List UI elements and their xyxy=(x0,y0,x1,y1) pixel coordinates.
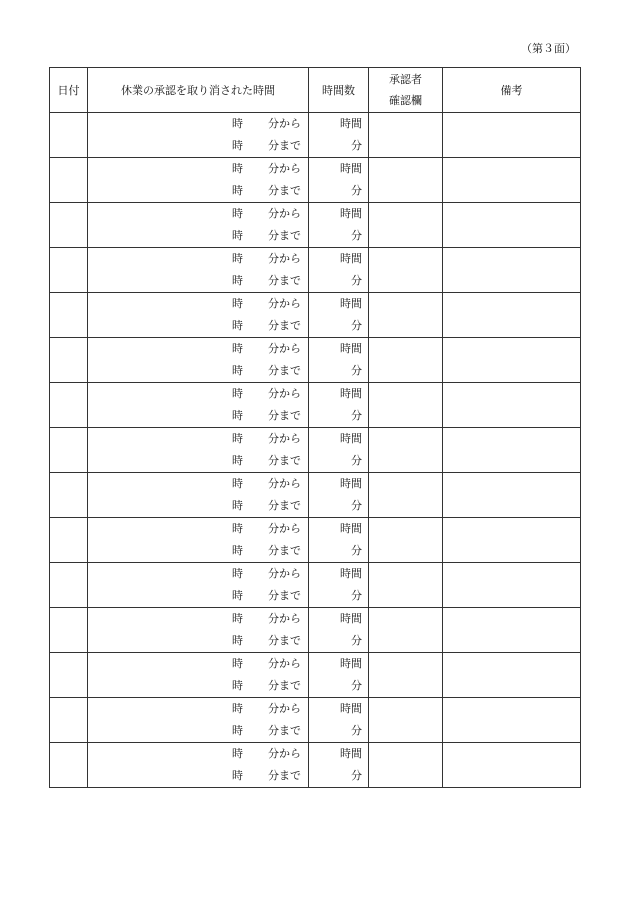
hours-unit-label: 時間 xyxy=(340,567,362,580)
table-row xyxy=(50,158,581,203)
leave-cancellation-table xyxy=(49,67,581,788)
hours-cell[interactable] xyxy=(309,248,369,293)
period-to-line xyxy=(88,450,308,472)
hours-unit-line xyxy=(309,338,368,360)
minute-from-label: 分から xyxy=(268,387,301,400)
hour-label: 時 xyxy=(232,342,243,355)
hours-unit-line xyxy=(309,518,368,540)
period-cell[interactable] xyxy=(88,608,309,653)
minute-from-label: 分から xyxy=(268,207,301,220)
hours-unit-line xyxy=(309,203,368,225)
remarks-cell[interactable] xyxy=(443,653,581,698)
period-to-line xyxy=(88,225,308,247)
period-to-line xyxy=(88,495,308,517)
hour-label: 時 xyxy=(232,477,243,490)
hours-unit-label: 時間 xyxy=(340,702,362,715)
hour-label: 時 xyxy=(232,432,243,445)
remarks-cell[interactable] xyxy=(443,338,581,383)
minute-to-label: 分まで xyxy=(268,634,301,647)
period-cell[interactable] xyxy=(88,248,309,293)
hour-label: 時 xyxy=(232,229,243,242)
hour-label: 時 xyxy=(232,522,243,535)
date-cell[interactable] xyxy=(50,518,88,563)
hour-label: 時 xyxy=(232,274,243,287)
minutes-unit-label: 分 xyxy=(351,634,362,647)
period-from-line xyxy=(88,338,308,360)
period-to-line xyxy=(88,315,308,337)
minutes-unit-line xyxy=(309,720,368,742)
period-to-line xyxy=(88,270,308,292)
minutes-unit-label: 分 xyxy=(351,544,362,557)
period-from-line xyxy=(88,608,308,630)
period-cell[interactable] xyxy=(88,698,309,743)
period-from-line xyxy=(88,428,308,450)
hours-unit-label: 時間 xyxy=(340,432,362,445)
remarks-cell[interactable] xyxy=(443,698,581,743)
period-cell[interactable] xyxy=(88,428,309,473)
remarks-cell[interactable] xyxy=(443,563,581,608)
hours-cell[interactable] xyxy=(309,383,369,428)
minute-from-label: 分から xyxy=(268,702,301,715)
header-hours: 時間数 xyxy=(309,68,369,113)
minute-to-label: 分まで xyxy=(268,229,301,242)
date-cell[interactable] xyxy=(50,428,88,473)
minute-to-label: 分まで xyxy=(268,589,301,602)
period-from-line xyxy=(88,473,308,495)
minute-to-label: 分まで xyxy=(268,724,301,737)
period-to-line xyxy=(88,585,308,607)
hour-label: 時 xyxy=(232,252,243,265)
minute-from-label: 分から xyxy=(268,432,301,445)
minutes-unit-line xyxy=(309,630,368,652)
hour-label: 時 xyxy=(232,297,243,310)
table-row xyxy=(50,698,581,743)
confirm-cell[interactable] xyxy=(369,743,443,788)
minute-from-label: 分から xyxy=(268,252,301,265)
table-row xyxy=(50,113,581,158)
hour-label: 時 xyxy=(232,657,243,670)
hours-unit-line xyxy=(309,608,368,630)
hours-unit-label: 時間 xyxy=(340,477,362,490)
minute-from-label: 分から xyxy=(268,567,301,580)
date-cell[interactable] xyxy=(50,383,88,428)
period-from-line xyxy=(88,698,308,720)
minute-from-label: 分から xyxy=(268,162,301,175)
period-to-line xyxy=(88,360,308,382)
period-to-line xyxy=(88,765,308,787)
remarks-cell[interactable] xyxy=(443,203,581,248)
hours-cell[interactable] xyxy=(309,203,369,248)
hours-unit-line xyxy=(309,158,368,180)
period-from-line xyxy=(88,743,308,765)
hours-unit-line xyxy=(309,113,368,135)
date-cell[interactable] xyxy=(50,473,88,518)
period-to-line xyxy=(88,405,308,427)
period-from-line xyxy=(88,383,308,405)
hours-cell[interactable] xyxy=(309,653,369,698)
confirm-cell[interactable] xyxy=(369,653,443,698)
table-row xyxy=(50,428,581,473)
table-row xyxy=(50,293,581,338)
period-cell[interactable] xyxy=(88,473,309,518)
period-to-line xyxy=(88,630,308,652)
hours-unit-label: 時間 xyxy=(340,612,362,625)
minutes-unit-label: 分 xyxy=(351,229,362,242)
table-row xyxy=(50,473,581,518)
remarks-cell[interactable] xyxy=(443,248,581,293)
minute-to-label: 分まで xyxy=(268,409,301,422)
period-cell[interactable] xyxy=(88,653,309,698)
date-cell[interactable] xyxy=(50,698,88,743)
confirm-cell[interactable] xyxy=(369,698,443,743)
minutes-unit-label: 分 xyxy=(351,274,362,287)
hours-unit-line xyxy=(309,383,368,405)
period-from-line xyxy=(88,113,308,135)
minute-to-label: 分まで xyxy=(268,184,301,197)
date-cell[interactable] xyxy=(50,608,88,653)
remarks-cell[interactable] xyxy=(443,473,581,518)
header-row xyxy=(50,68,581,113)
hours-unit-line xyxy=(309,653,368,675)
confirm-cell[interactable] xyxy=(369,473,443,518)
minutes-unit-label: 分 xyxy=(351,454,362,467)
confirm-cell[interactable] xyxy=(369,113,443,158)
period-to-line xyxy=(88,540,308,562)
hours-cell[interactable] xyxy=(309,293,369,338)
hours-cell[interactable] xyxy=(309,743,369,788)
period-from-line xyxy=(88,203,308,225)
hours-unit-line xyxy=(309,293,368,315)
minute-from-label: 分から xyxy=(268,522,301,535)
date-cell[interactable] xyxy=(50,203,88,248)
header-remarks: 備考 xyxy=(443,68,581,113)
minute-from-label: 分から xyxy=(268,117,301,130)
period-to-line xyxy=(88,135,308,157)
confirm-cell[interactable] xyxy=(369,158,443,203)
hour-label: 時 xyxy=(232,612,243,625)
hour-label: 時 xyxy=(232,544,243,557)
period-from-line xyxy=(88,293,308,315)
minutes-unit-line xyxy=(309,765,368,787)
period-from-line xyxy=(88,158,308,180)
header-confirm-line2: 確認欄 xyxy=(389,94,422,107)
minute-to-label: 分まで xyxy=(268,364,301,377)
minute-to-label: 分まで xyxy=(268,544,301,557)
hour-label: 時 xyxy=(232,499,243,512)
confirm-cell[interactable] xyxy=(369,428,443,473)
hours-cell[interactable] xyxy=(309,563,369,608)
hour-label: 時 xyxy=(232,387,243,400)
period-cell[interactable] xyxy=(88,293,309,338)
minutes-unit-line xyxy=(309,360,368,382)
hours-unit-label: 時間 xyxy=(340,207,362,220)
minute-to-label: 分まで xyxy=(268,454,301,467)
hour-label: 時 xyxy=(232,319,243,332)
page-label: （第３面） xyxy=(521,42,576,55)
minutes-unit-label: 分 xyxy=(351,769,362,782)
table-row xyxy=(50,248,581,293)
period-to-line xyxy=(88,180,308,202)
table-row xyxy=(50,743,581,788)
date-cell[interactable] xyxy=(50,563,88,608)
hours-unit-label: 時間 xyxy=(340,657,362,670)
minutes-unit-label: 分 xyxy=(351,589,362,602)
remarks-cell[interactable] xyxy=(443,743,581,788)
minutes-unit-label: 分 xyxy=(351,319,362,332)
hours-cell[interactable] xyxy=(309,698,369,743)
hours-unit-line xyxy=(309,248,368,270)
hour-label: 時 xyxy=(232,409,243,422)
hours-cell[interactable] xyxy=(309,518,369,563)
confirm-cell[interactable] xyxy=(369,383,443,428)
period-cell[interactable] xyxy=(88,158,309,203)
remarks-cell[interactable] xyxy=(443,113,581,158)
period-cell[interactable] xyxy=(88,338,309,383)
table-row xyxy=(50,203,581,248)
hours-unit-line xyxy=(309,428,368,450)
minutes-unit-line xyxy=(309,675,368,697)
hours-cell[interactable] xyxy=(309,608,369,653)
minute-from-label: 分から xyxy=(268,657,301,670)
header-date: 日付 xyxy=(50,68,88,113)
minutes-unit-label: 分 xyxy=(351,184,362,197)
hour-label: 時 xyxy=(232,747,243,760)
minute-from-label: 分から xyxy=(268,747,301,760)
hours-unit-line xyxy=(309,473,368,495)
minute-to-label: 分まで xyxy=(268,319,301,332)
hours-unit-label: 時間 xyxy=(340,342,362,355)
period-cell[interactable] xyxy=(88,743,309,788)
date-cell[interactable] xyxy=(50,653,88,698)
minutes-unit-label: 分 xyxy=(351,409,362,422)
hours-unit-line xyxy=(309,563,368,585)
hours-unit-label: 時間 xyxy=(340,747,362,760)
table-row xyxy=(50,518,581,563)
confirm-cell[interactable] xyxy=(369,248,443,293)
period-cell[interactable] xyxy=(88,203,309,248)
minutes-unit-label: 分 xyxy=(351,139,362,152)
minutes-unit-line xyxy=(309,405,368,427)
minutes-unit-label: 分 xyxy=(351,364,362,377)
hours-cell[interactable] xyxy=(309,113,369,158)
date-cell[interactable] xyxy=(50,293,88,338)
hour-label: 時 xyxy=(232,454,243,467)
table-row xyxy=(50,608,581,653)
hours-cell[interactable] xyxy=(309,473,369,518)
minute-to-label: 分まで xyxy=(268,679,301,692)
header-confirm-line1: 承認者 xyxy=(389,73,422,86)
hour-label: 時 xyxy=(232,567,243,580)
period-to-line xyxy=(88,675,308,697)
hours-unit-line xyxy=(309,698,368,720)
minutes-unit-line xyxy=(309,585,368,607)
confirm-cell[interactable] xyxy=(369,293,443,338)
period-cell[interactable] xyxy=(88,383,309,428)
header-confirm xyxy=(369,68,443,113)
period-cell[interactable] xyxy=(88,518,309,563)
hour-label: 時 xyxy=(232,364,243,377)
remarks-cell[interactable] xyxy=(443,158,581,203)
hour-label: 時 xyxy=(232,162,243,175)
hours-unit-label: 時間 xyxy=(340,252,362,265)
table-row xyxy=(50,653,581,698)
hour-label: 時 xyxy=(232,184,243,197)
hour-label: 時 xyxy=(232,207,243,220)
remarks-cell[interactable] xyxy=(443,518,581,563)
table-row xyxy=(50,383,581,428)
minutes-unit-label: 分 xyxy=(351,499,362,512)
confirm-cell[interactable] xyxy=(369,563,443,608)
remarks-cell[interactable] xyxy=(443,428,581,473)
hours-cell[interactable] xyxy=(309,338,369,383)
confirm-cell[interactable] xyxy=(369,338,443,383)
hours-unit-line xyxy=(309,743,368,765)
hour-label: 時 xyxy=(232,589,243,602)
period-cell[interactable] xyxy=(88,113,309,158)
confirm-cell[interactable] xyxy=(369,203,443,248)
minutes-unit-line xyxy=(309,270,368,292)
minute-from-label: 分から xyxy=(268,477,301,490)
hour-label: 時 xyxy=(232,769,243,782)
minute-to-label: 分まで xyxy=(268,274,301,287)
hours-unit-label: 時間 xyxy=(340,522,362,535)
hour-label: 時 xyxy=(232,724,243,737)
hour-label: 時 xyxy=(232,634,243,647)
hour-label: 時 xyxy=(232,702,243,715)
date-cell[interactable] xyxy=(50,158,88,203)
date-cell[interactable] xyxy=(50,338,88,383)
period-to-line xyxy=(88,720,308,742)
remarks-cell[interactable] xyxy=(443,293,581,338)
table-row xyxy=(50,338,581,383)
minutes-unit-line xyxy=(309,135,368,157)
hour-label: 時 xyxy=(232,117,243,130)
minutes-unit-line xyxy=(309,315,368,337)
period-from-line xyxy=(88,653,308,675)
minute-from-label: 分から xyxy=(268,297,301,310)
minutes-unit-label: 分 xyxy=(351,679,362,692)
confirm-cell[interactable] xyxy=(369,518,443,563)
minutes-unit-label: 分 xyxy=(351,724,362,737)
minute-to-label: 分まで xyxy=(268,769,301,782)
hours-cell[interactable] xyxy=(309,428,369,473)
period-from-line xyxy=(88,518,308,540)
hours-unit-label: 時間 xyxy=(340,297,362,310)
date-cell[interactable] xyxy=(50,248,88,293)
period-cell[interactable] xyxy=(88,563,309,608)
header-period: 休業の承認を取り消された時間 xyxy=(88,68,309,113)
table-row xyxy=(50,563,581,608)
period-from-line xyxy=(88,248,308,270)
hours-unit-label: 時間 xyxy=(340,117,362,130)
date-cell[interactable] xyxy=(50,113,88,158)
hour-label: 時 xyxy=(232,139,243,152)
period-from-line xyxy=(88,563,308,585)
remarks-cell[interactable] xyxy=(443,383,581,428)
remarks-cell[interactable] xyxy=(443,608,581,653)
date-cell[interactable] xyxy=(50,743,88,788)
minutes-unit-line xyxy=(309,450,368,472)
minutes-unit-line xyxy=(309,540,368,562)
minutes-unit-line xyxy=(309,225,368,247)
hour-label: 時 xyxy=(232,679,243,692)
minutes-unit-line xyxy=(309,180,368,202)
minute-to-label: 分まで xyxy=(268,139,301,152)
hours-unit-label: 時間 xyxy=(340,387,362,400)
confirm-cell[interactable] xyxy=(369,608,443,653)
minute-from-label: 分から xyxy=(268,612,301,625)
hours-unit-label: 時間 xyxy=(340,162,362,175)
minutes-unit-line xyxy=(309,495,368,517)
minute-to-label: 分まで xyxy=(268,499,301,512)
hours-cell[interactable] xyxy=(309,158,369,203)
minute-from-label: 分から xyxy=(268,342,301,355)
